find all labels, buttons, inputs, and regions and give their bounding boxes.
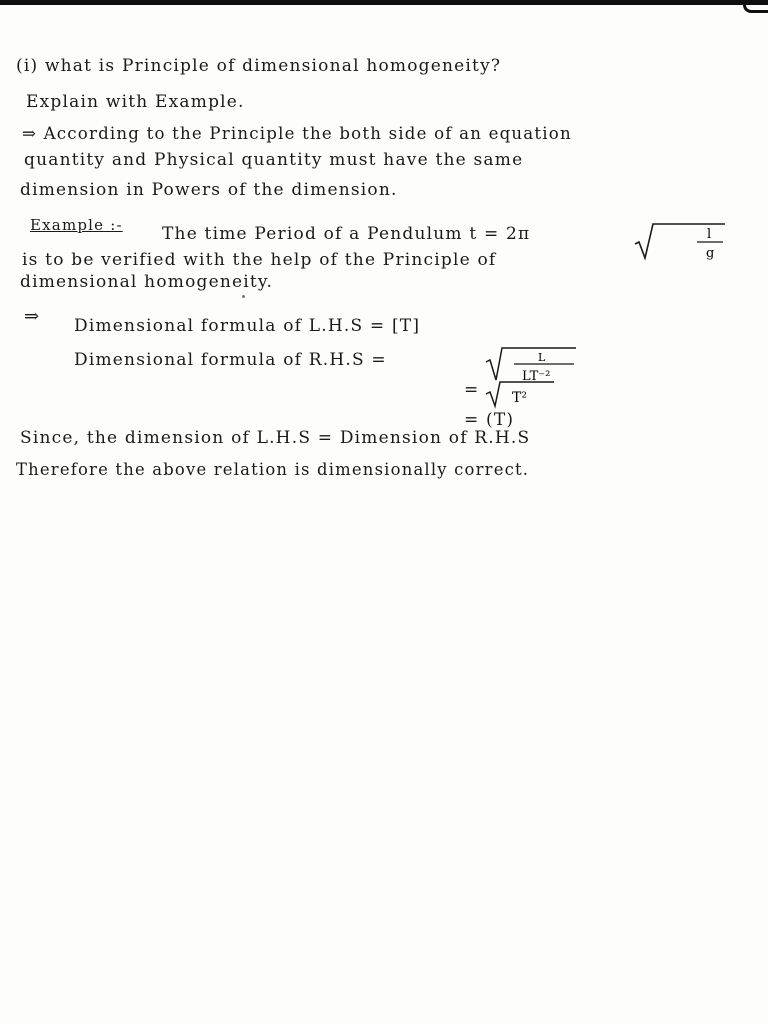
solution-arrow: ⇒ — [24, 306, 41, 327]
step2-value: T² — [512, 390, 527, 406]
sqrt-l-over-g — [633, 218, 733, 264]
answer-line-3: dimension in Powers of the dimension. — [20, 180, 398, 200]
rhs-numerator: L — [538, 351, 546, 364]
sqrt-t-squared — [484, 380, 564, 410]
rhs-line: Dimensional formula of R.H.S = — [74, 350, 387, 370]
step3-line: = (T) — [464, 410, 515, 430]
answer-line-1: ⇒ According to the Principle the both side of an equation — [22, 124, 572, 143]
example-line-2: is to be verified with the help of the Principle of — [22, 250, 497, 270]
formula-denominator: g — [706, 246, 715, 261]
ink-dot — [242, 295, 245, 298]
example-label: Example :- — [30, 216, 123, 234]
question-line-1: (i) what is Principle of dimensional homogeneity? — [16, 56, 502, 76]
conclusion-line-2: Therefore the above relation is dimensionally correct. — [16, 460, 530, 479]
corner-mark — [743, 0, 768, 13]
lhs-line: Dimensional formula of L.H.S = [T] — [74, 316, 421, 336]
answer-line-2: quantity and Physical quantity must have the same — [24, 150, 524, 170]
formula-numerator: l — [707, 227, 712, 242]
step2-equals: = — [464, 380, 480, 400]
question-line-2: Explain with Example. — [26, 92, 245, 112]
page-top-edge — [0, 0, 768, 5]
example-line-1: The time Period of a Pendulum t = 2π — [162, 224, 531, 244]
example-line-3: dimensional homogeneity. — [20, 272, 274, 292]
conclusion-line-1: Since, the dimension of L.H.S = Dimension of R.H.S — [20, 428, 531, 448]
rhs-denominator: LT⁻² — [522, 369, 551, 384]
